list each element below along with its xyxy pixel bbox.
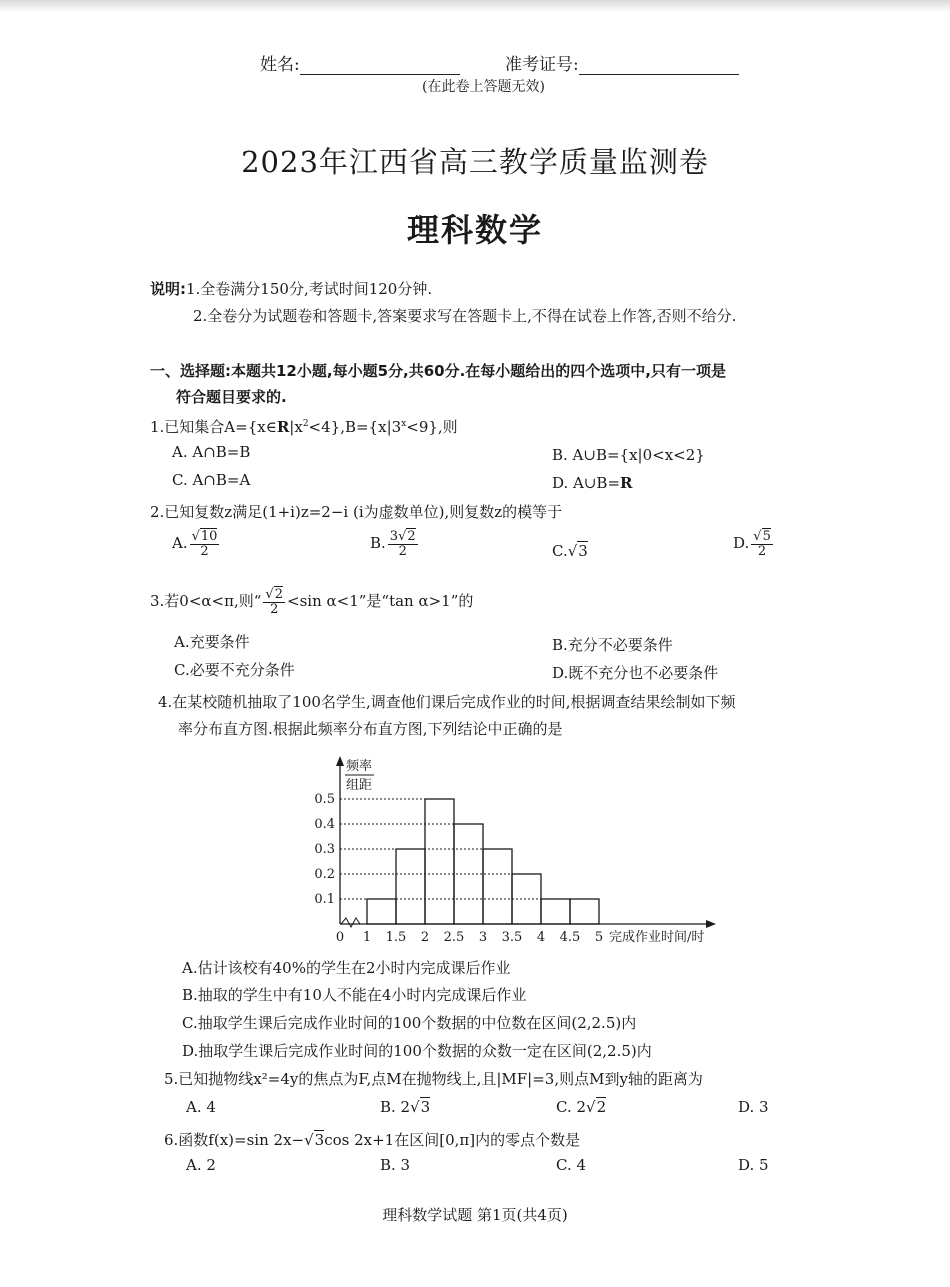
y-axis-label-bottom: 组距 bbox=[346, 778, 373, 793]
origin-label: 0 bbox=[335, 930, 345, 945]
x-tick-label: 2 bbox=[420, 930, 430, 945]
subject-title: 理科数学 bbox=[406, 211, 543, 249]
instructions-label: 说明: bbox=[150, 280, 186, 298]
q1-option-c[interactable]: C. A∩B=A bbox=[172, 471, 251, 489]
q3-option-c[interactable]: C.必要不充分条件 bbox=[174, 661, 295, 679]
section1-line2: 符合题目要求的. bbox=[176, 388, 287, 406]
y-axis-label-top: 频率 bbox=[346, 759, 373, 774]
q4-stem-line2: 率分布直方图.根据此频率分布直方图,下列结论中正确的是 bbox=[178, 720, 563, 738]
q1-stem: 1.已知集合$A=\{x\in R|x^2<4\},B=\{x|3^x<9\}$,则 bbox=[150, 418, 458, 436]
header-note: (在此卷上答题无效) bbox=[422, 79, 545, 95]
y-tick-label: 0.3 bbox=[314, 842, 335, 857]
histogram-bar bbox=[425, 799, 454, 924]
x-axis-label: 完成作业时间/时 bbox=[609, 930, 705, 945]
q1-option-a[interactable]: A. A∩B=B bbox=[172, 443, 251, 461]
q6-option-d[interactable]: D. 5 bbox=[738, 1156, 769, 1174]
histogram-bar bbox=[396, 849, 425, 924]
exam-title: 2023年江西省高三教学质量监测卷 bbox=[241, 145, 709, 179]
x-tick-label: 3.5 bbox=[501, 930, 523, 945]
axis-break bbox=[341, 918, 366, 927]
q6-option-c[interactable]: C. 4 bbox=[556, 1156, 587, 1174]
y-tick-label: 0.4 bbox=[314, 817, 335, 832]
q5-option-d[interactable]: D. 3 bbox=[738, 1098, 769, 1116]
q2-option-a[interactable]: A. $\frac{√10}{2}$ bbox=[172, 529, 218, 559]
q6-option-a[interactable]: A. 2 bbox=[186, 1156, 216, 1174]
q2-option-c[interactable]: C.√3 bbox=[552, 542, 588, 560]
y-tick-label: 0.5 bbox=[314, 792, 335, 807]
x-tick-label: 2.5 bbox=[443, 930, 465, 945]
q2-option-b[interactable]: B. $\frac{3√2}{2}$ bbox=[370, 529, 416, 559]
q6-stem: 6.函数f(x)=sin 2x−√3cos 2x+1在区间[0,π]内的零点个数是 bbox=[164, 1131, 581, 1149]
x-tick-label: 1.5 bbox=[385, 930, 407, 945]
q4-option-b[interactable]: B.抽取的学生中有10人不能在4小时内完成课后作业 bbox=[182, 986, 527, 1004]
q2-stem: 2.已知复数z满足(1+i)z=2−i (i为虚数单位),则复数z的模等于 bbox=[150, 503, 563, 521]
q3-option-b[interactable]: B.充分不必要条件 bbox=[552, 636, 673, 654]
page-footer: 理科数学试题 第1页(共4页) bbox=[382, 1206, 568, 1224]
histogram-bar bbox=[483, 849, 512, 924]
x-tick-label: 3 bbox=[478, 930, 488, 945]
x-tick-label: 4.5 bbox=[559, 930, 581, 945]
q5-option-a[interactable]: A. 4 bbox=[186, 1098, 216, 1116]
x-axis-arrow bbox=[706, 920, 716, 928]
q1-option-d[interactable]: D. A∪B=R bbox=[552, 474, 633, 492]
q3-option-d[interactable]: D.既不充分也不必要条件 bbox=[552, 664, 719, 682]
y-tick-label: 0.2 bbox=[314, 867, 335, 882]
x-tick-label: 1 bbox=[362, 930, 372, 945]
x-tick-label: 5 bbox=[594, 930, 604, 945]
q5-option-b[interactable]: B. 2√3 bbox=[380, 1098, 431, 1116]
ticket-label: 准考证号: bbox=[505, 55, 579, 75]
q2-option-d[interactable]: D. $\frac{√5}{2}$ bbox=[733, 529, 771, 559]
section1-line1: 一、选择题:本题共12小题,每小题5分,共60分.在每小题给出的四个选项中,只有一项是 bbox=[150, 362, 726, 380]
q3-stem: 3.若0<α<π,则“ $\frac{√2}{2}$ <sin α<1”是“tan α>1”的 bbox=[150, 587, 474, 617]
histogram-bar bbox=[570, 899, 599, 924]
instruction-1: 1.全卷满分150分,考试时间120分钟. bbox=[186, 280, 433, 298]
x-tick-label: 4 bbox=[536, 930, 546, 945]
q1-option-b[interactable]: B. A∪B={x|0<x<2} bbox=[552, 446, 705, 464]
instruction-2: 2.全卷分为试题卷和答题卡,答案要求写在答题卡上,不得在试卷上作答,否则不给分. bbox=[193, 307, 737, 325]
q4-option-c[interactable]: C.抽取学生课后完成作业时间的100个数据的中位数在区间(2,2.5)内 bbox=[182, 1014, 637, 1032]
q4-option-d[interactable]: D.抽取学生课后完成作业时间的100个数据的众数一定在区间(2,2.5)内 bbox=[182, 1042, 652, 1060]
name-label: 姓名: bbox=[260, 55, 300, 75]
q4-stem-line1: 4.在某校随机抽取了100名学生,调查他们课后完成作业的时间,根据调查结果绘制如下频 bbox=[158, 693, 736, 711]
y-axis-arrow bbox=[336, 756, 344, 766]
q5-option-c[interactable]: C. 2√2 bbox=[556, 1098, 607, 1116]
q5-stem: 5.已知抛物线x²=4y的焦点为F,点M在抛物线上,且|MF|=3,则点M到y轴的距离为 bbox=[164, 1070, 703, 1088]
histogram-bar bbox=[367, 899, 396, 924]
y-tick-label: 0.1 bbox=[314, 892, 335, 907]
q4-option-a[interactable]: A.估计该校有40%的学生在2小时内完成课后作业 bbox=[182, 959, 511, 977]
q3-option-a[interactable]: A.充要条件 bbox=[174, 633, 250, 651]
q6-option-b[interactable]: B. 3 bbox=[380, 1156, 411, 1174]
histogram-bar bbox=[541, 899, 570, 924]
